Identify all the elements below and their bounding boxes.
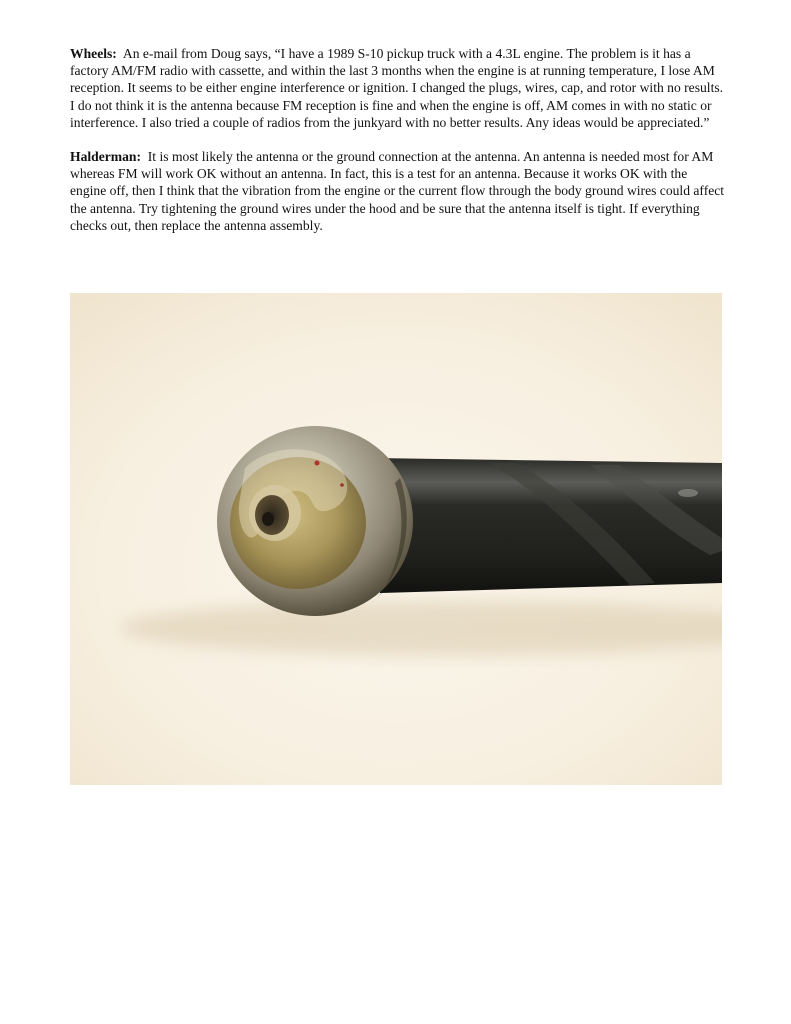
speaker-label: Halderman: [70, 149, 141, 165]
rod-glint [678, 489, 698, 497]
red-speck [315, 461, 320, 466]
paragraph-text: An e-mail from Doug says, “I have a 1989 S-10 pickup truck with a 4.3L engine. The problem is it has a factory AM/FM radio with cassette, and within the last 3 months when the engine is at running temperature, I lose AM reception. It seems to be either engine interference or ignition. I changed the plugs, wires, cap, and rotor with no results. I do not think it is the antenna because FM reception is fine and when the engine is off, AM comes in with no static or interference. I also tried a couple of radios from the junkyard with no better results. Any ideas would be appreciated.” [70, 46, 724, 130]
text-block [70, 45, 725, 234]
photo-graphic [70, 293, 722, 785]
paragraph-text: It is most likely the antenna or the ground connection at the antenna. An antenna is needed most for AM whereas FM will work OK without an antenna. In fact, this is a test for an antenna. Because it works OK with the engine off, then I think that the vibration from the engine or the current flow through the body ground wires could affect the antenna. Try tightening the ground wires under the hood and be sure that the antenna itself is tight. If everything checks out, then replace the antenna assembly. [70, 149, 725, 233]
red-speck [340, 483, 344, 487]
paragraph-halderman [70, 148, 725, 234]
speaker-label: Wheels: [70, 46, 117, 61]
paragraph-wheels [70, 45, 725, 131]
tip-hole-center [262, 512, 274, 526]
antenna-tip-photo [70, 293, 722, 785]
